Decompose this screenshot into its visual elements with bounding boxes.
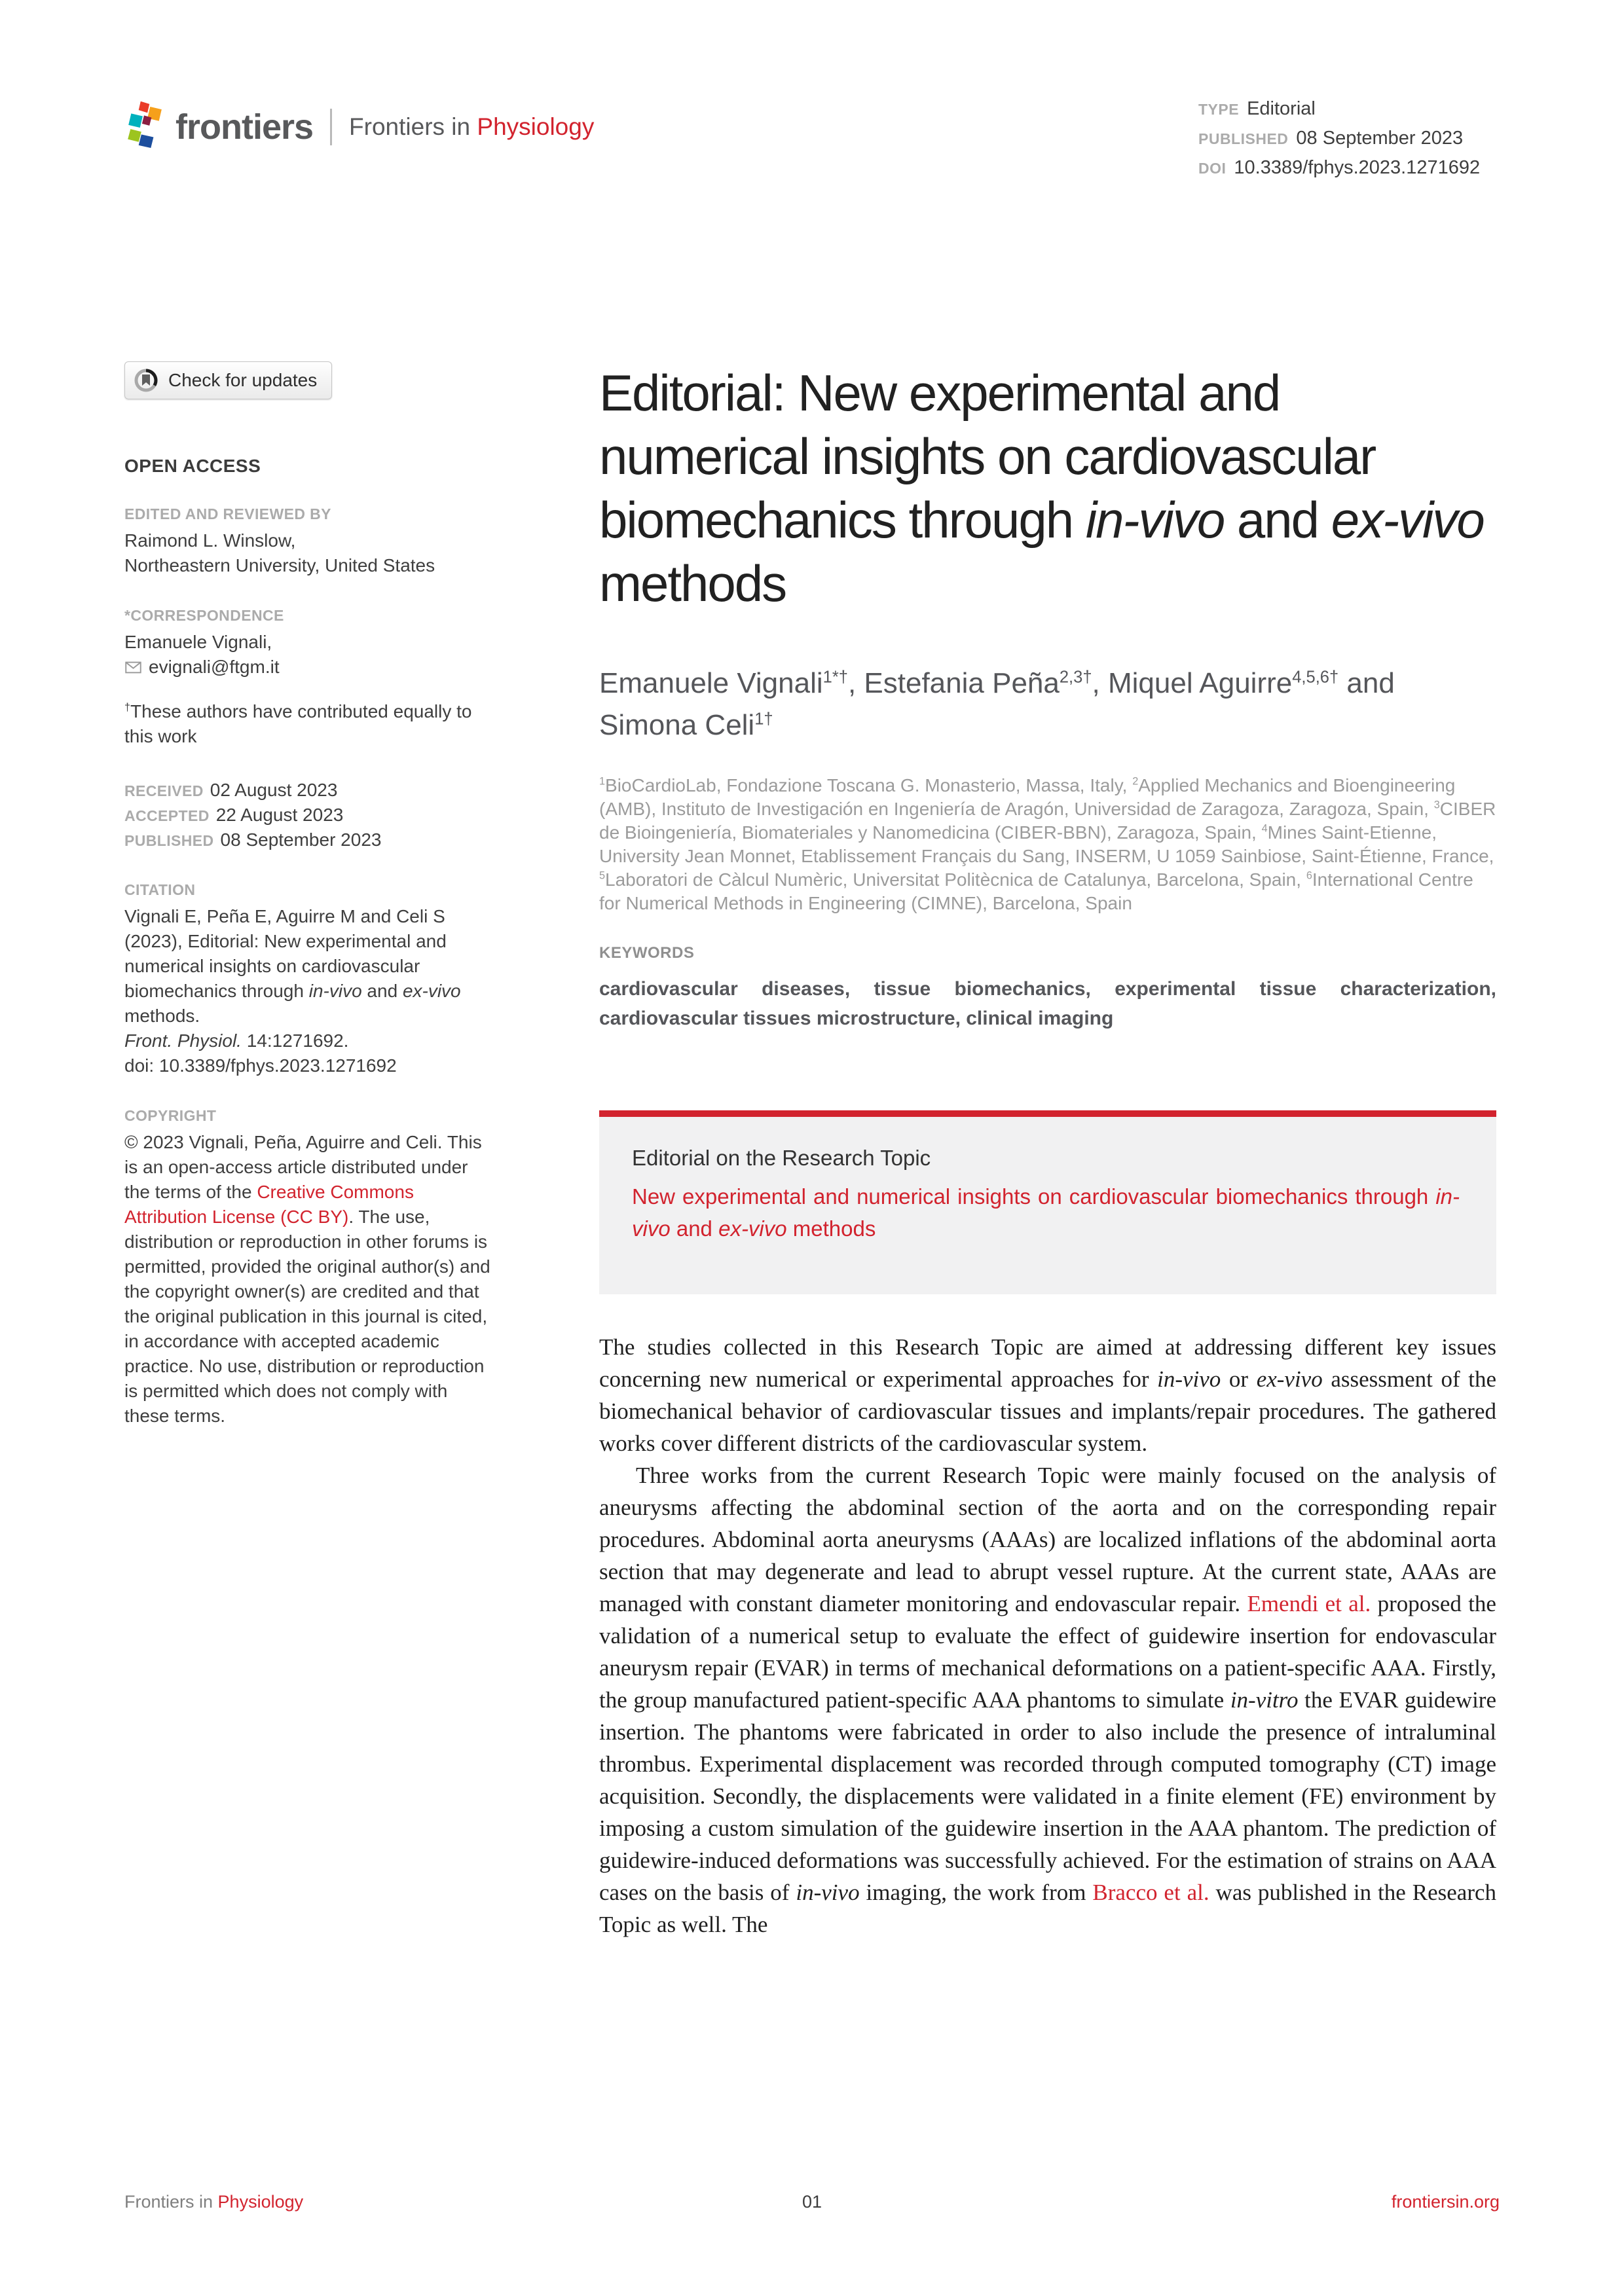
text-run: International Centre for Numerical Methods in Engineering (CIMNE), Barcelona, Spain [599,869,1473,913]
italic-text: ex-vivo [718,1216,787,1241]
italic-text: in-vivo [308,981,362,1001]
citation-text [124,904,491,1078]
research-topic-box [599,1110,1496,1294]
superscript: 4 [1261,822,1268,835]
text-run: assessment of the biomechanical behavior of cardiovascular tissues and implants/repair procedures. The gathered works cover different districts of the cardiovascular system. [599,1366,1497,1456]
italic-text: ex-vivo [1256,1366,1323,1392]
header-divider [330,109,332,145]
text-run: Emanuele Vignali [599,667,823,699]
footer-site-link[interactable]: frontiersin.org [1391,2192,1500,2212]
superscript: 1*† [822,668,848,687]
citation-section [124,881,491,1078]
superscript: 6 [1306,869,1312,882]
header-brand [124,100,594,155]
frontiers-logo-icon [124,100,165,155]
inline-link[interactable]: Creative Commons Attribution License (CC BY) [124,1182,414,1227]
inline-link[interactable]: Emendi et al. [1247,1591,1371,1616]
text-run: imaging, the work from [859,1880,1093,1905]
meta-published-label: PUBLISHED [1198,130,1289,147]
superscript: 2 [1132,775,1139,788]
footer-journal-prefix: Frontiers in [124,2192,218,2212]
accepted-row [124,803,491,828]
keywords-label: KEYWORDS [599,944,695,962]
received-value: 02 August 2023 [210,780,338,800]
italic-text: in-vivo [796,1880,860,1905]
meta-published-value: 08 September 2023 [1296,128,1464,149]
meta-type-row [1198,96,1480,125]
text-run: CIBER de Bioingeniería, Biomateriales y Nanomedicina (CIBER-BBN), Zaragoza, Spain, [599,799,1496,843]
text-run: was published in the Research Topic as well. The [599,1880,1497,1937]
correspondence-email-row [124,655,491,680]
copyright-section [124,1107,491,1429]
text-run: and [1224,491,1331,549]
copyright-label: COPYRIGHT [124,1107,217,1124]
text-run: methods [786,1216,876,1241]
check-for-updates-label: Check for updates [168,370,318,390]
text-run: methods [599,555,786,612]
text-run: Laboratori de Càlcul Numèric, Universitat Politècnica de Catalunya, Barcelona, Spain, [605,869,1306,890]
text-run: or [1221,1366,1257,1392]
correspondence-label: *CORRESPONDENCE [124,607,284,624]
received-label: RECEIVED [124,782,204,799]
italic-text: Front. Physiol. [124,1030,242,1051]
superscript: 1† [754,710,773,729]
research-topic-label: Editorial on the Research Topic [632,1146,931,1170]
text-run: doi: 10.3389/fphys.2023.1271692 [124,1055,397,1076]
frontiers-logo-wordmark: frontiers [175,107,314,147]
meta-doi-label: DOI [1198,160,1227,177]
text-run: . The use, distribution or reproduction in other forums is permitted, provided the original author(s) and the copyright owner(s) are credited and that the original publication in this journal is cited, in accordance with accepted academic practice. No use, distribution or reproduction is permitted which does not comply with these terms. [124,1207,490,1426]
meta-type-label: TYPE [1198,101,1240,118]
italic-text: ex-vivo [402,981,461,1001]
text-run: Editorial: New experimental and numerical insights on cardiovascular biomechanics through [599,364,1376,549]
meta-type-value: Editorial [1247,98,1316,119]
text-run: the EVAR guidewire insertion. The phantoms were fabricated in order to also include the presence of intraluminal thrombus. Experimental displacement was recorded through computed tomography (CT) image acquisition. Secondly, the displacements were validated in a finite element (FE) environment by imposing a custom simulation of the guidewire insertion in the AAA phantom. The prediction of guidewire-induced deformations was successfully achieved. For the estimation of strains on AAA cases on the basis of [599,1687,1496,1905]
dates-section [124,778,491,852]
text-run: , Miquel Aguirre [1092,667,1293,699]
text-run: © 2023 Vignali, Peña, Aguirre and Celi. This is an open-access article distributed under the terms of the [124,1132,482,1202]
article-title [599,361,1496,615]
article-main [599,361,1496,1941]
italic-text: in-vitro [1230,1687,1299,1713]
envelope-icon [124,659,142,676]
published-row [124,828,491,852]
received-row [124,778,491,803]
sidebar [124,361,491,1429]
text-run: 14:1271692. [241,1030,349,1051]
research-topic-title-link[interactable] [632,1180,1460,1245]
superscript: † [124,701,131,714]
keywords-text: cardiovascular diseases, tissue biomechanics, experimental tissue characterization, cardiovascular tissues microstructure, clinical imaging [599,978,1496,1029]
article-body [599,1331,1496,1941]
text-run: methods. [124,1006,200,1026]
text-run: and Simona Celi [599,667,1395,741]
superscript: 5 [599,869,606,882]
superscript: 1 [599,775,606,788]
body-paragraph [599,1459,1496,1941]
published-label: PUBLISHED [124,832,214,849]
edited-by-section [124,505,491,578]
equal-contribution-note [124,699,491,749]
text-run: Applied Mechanics and Bioengineering (AMB), Instituto de Investigación en Ingeniería de Aragón, Universidad de Zaragoza, Zaragoza, Spain, [599,775,1456,819]
correspondence-email[interactable]: evignali@ftgm.it [149,657,280,677]
journal-name: Physiology [477,113,595,140]
meta-published-row [1198,125,1480,155]
body-paragraph [599,1331,1496,1459]
editor-name: Raimond L. Winslow, [124,530,296,551]
copyright-text [124,1130,491,1429]
published-value: 08 September 2023 [220,829,382,850]
text-run: and [361,981,403,1001]
text-run: These authors have contributed equally to this work [124,701,472,746]
open-access-badge: OPEN ACCESS [124,456,261,476]
meta-doi-value: 10.3389/fphys.2023.1271692 [1234,157,1481,178]
journal-prefix: Frontiers in [349,113,477,140]
crossmark-icon [133,367,159,393]
journal-title [349,113,594,141]
editor-affiliation: Northeastern University, United States [124,555,435,575]
text-run: BioCardioLab, Fondazione Toscana G. Monasterio, Massa, Italy, [605,775,1133,795]
italic-text: in-vivo [1085,491,1225,549]
text-run: proposed the validation of a numerical setup to evaluate the effect of guidewire insertion for endovascular aneurysm repair (EVAR) in terms of mechanical deformations on a patient-specific AAA. Firstly, the group manufactured patient-specific AAA phantoms to simulate [599,1591,1496,1713]
text-run: , Estefania Peña [847,667,1060,699]
text-run: Mines Saint-Etienne, University Jean Monnet, Etablissement Français du Sang, INSERM, U 1059 Sainbiose, Saint-Étienne, France, [599,822,1494,866]
meta-doi-row [1198,155,1480,184]
superscript: 3 [1433,799,1440,811]
italic-text: in-vivo [1157,1366,1221,1392]
text-run: New experimental and numerical insights on cardiovascular biomechanics through [632,1184,1436,1209]
article-meta [1198,96,1480,184]
edited-by-label: EDITED AND REVIEWED BY [124,505,331,522]
accepted-value: 22 August 2023 [215,805,344,825]
italic-text: ex-vivo [1331,491,1484,549]
correspondence-section [124,607,491,680]
citation-label: CITATION [124,881,196,898]
footer-journal-name: Physiology [217,2192,304,2212]
text-run: Three works from the current Research Topic were mainly focused on the analysis of aneurysms affecting the abdominal section of the aorta and on the corresponding repair procedures. Abdominal aorta aneurysms (AAAs) are localized inflations of the abdominal aorta section that may degenerate and lead to abrupt vessel rupture. At the current state, AAAs are managed with constant diameter monitoring and endovascular repair. [599,1463,1496,1616]
affiliations [599,774,1496,915]
page-number: 01 [802,2192,822,2212]
correspondence-name: Emanuele Vignali, [124,632,272,652]
inline-link[interactable]: Bracco et al. [1092,1880,1209,1905]
check-for-updates-button[interactable] [124,361,332,399]
accepted-label: ACCEPTED [124,807,210,824]
text-run: Vignali E, Peña E, Aguirre M and Celi S (2023), Editorial: New experimental and numerical insights on cardiovascular biomechanics through [124,906,447,1001]
text-run: The studies collected in this Research Topic are aimed at addressing different key issues concerning new numerical or experimental approaches for [599,1334,1496,1392]
authors-line [599,663,1496,746]
superscript: 2,3† [1059,668,1092,687]
italic-text: in-vivo [632,1184,1460,1241]
text-run: and [670,1216,719,1241]
superscript: 4,5,6† [1292,668,1339,687]
